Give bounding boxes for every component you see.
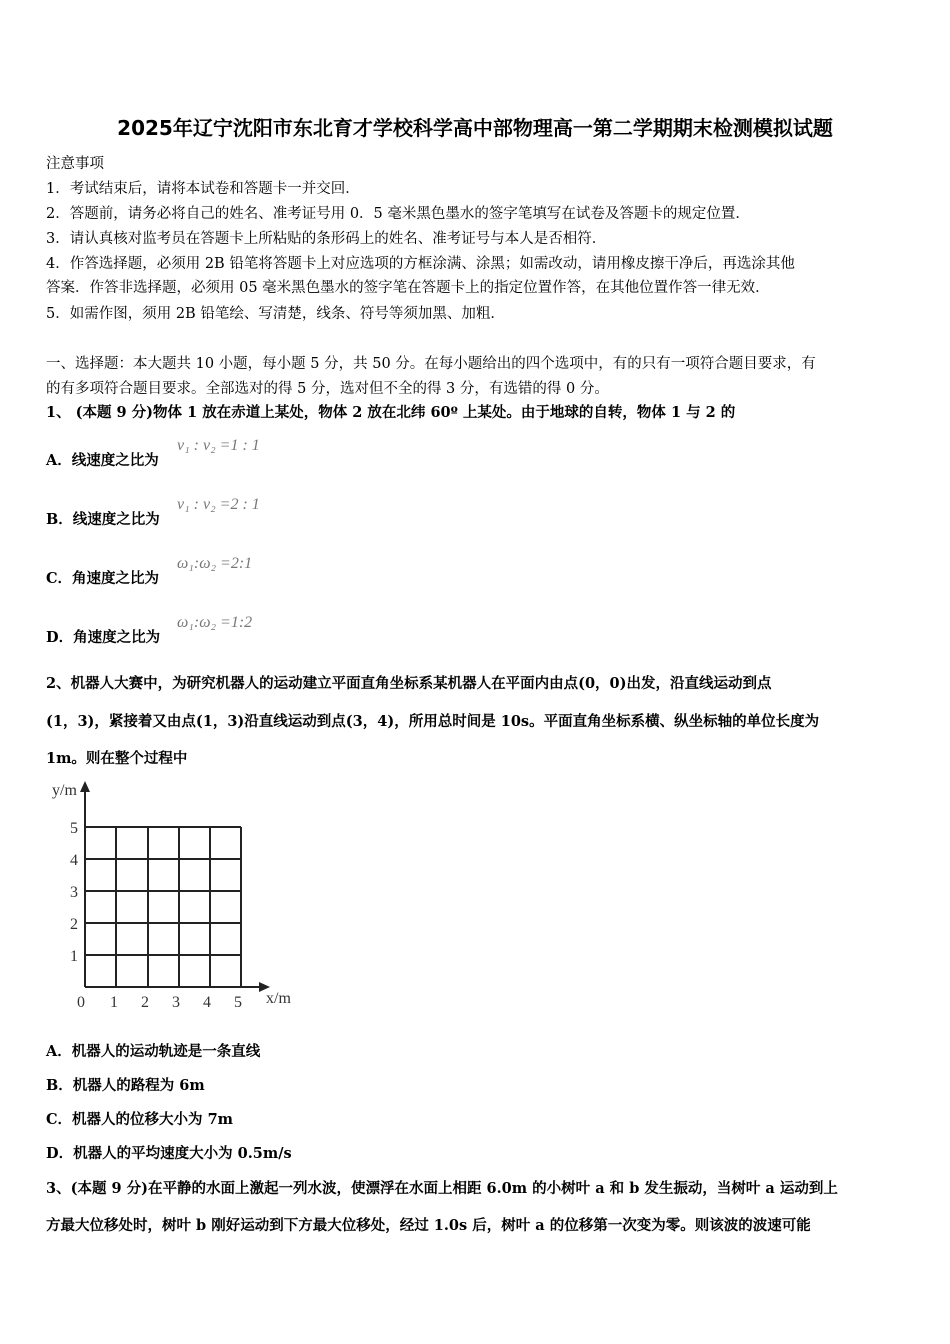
y-axis-label: y/m bbox=[52, 782, 77, 799]
question-2-stem: 2、机器人大赛中，为研究机器人的运动建立平面直角坐标系某机器人在平面内由点(0，0)出发，沿直线运动到点 bbox=[46, 675, 772, 692]
q1-option-a[interactable]: A．线速度之比为 bbox=[46, 452, 159, 469]
q1-option-a-formula: v₁ : v₂ =1 : 1 bbox=[177, 437, 260, 454]
section-instructions: 一、选择题：本大题共 10 小题，每小题 5 分，共 50 分。在每小题给出的四个选项中，有的只有一项符合题目要求，有 bbox=[46, 356, 816, 372]
coordinate-grid-figure bbox=[44, 775, 304, 1015]
notice-item: 2．答题前，请务必将自己的姓名、准考证号用 0．5 毫米黑色墨水的签字笔填写在试卷及答题卡的规定位置． bbox=[46, 206, 750, 222]
q1-option-c[interactable]: C．角速度之比为 bbox=[46, 570, 160, 587]
x-tick-label: 2 bbox=[141, 994, 149, 1011]
axes bbox=[85, 789, 262, 987]
q1-option-d-formula: ω₁:ω₂ =1:2 bbox=[177, 614, 253, 631]
question-3-stem-cont: 方最大位移处时，树叶 b 刚好运动到下方最大位移处，经过 1.0s 后，树叶 a 的位移第一次变为零。则该波的波速可能 bbox=[46, 1217, 811, 1234]
x-tick-label: 5 bbox=[234, 994, 242, 1011]
notice-heading: 注意事项 bbox=[46, 156, 104, 172]
y-tick-label: 4 bbox=[70, 852, 78, 869]
question-2-stem-cont: (1，3)，紧接着又由点(1，3)沿直线运动到点(3，4)，所用总时间是 10s。平面直角坐标系横、纵坐标轴的单位长度为 bbox=[46, 713, 820, 730]
q1-option-b-formula: v₁ : v₂ =2 : 1 bbox=[177, 496, 260, 513]
x-tick-label: 4 bbox=[203, 994, 211, 1011]
q1-option-c-formula: ω₁:ω₂ =2:1 bbox=[177, 555, 253, 572]
q1-option-b[interactable]: B．线速度之比为 bbox=[46, 511, 160, 528]
y-tick-label: 5 bbox=[70, 820, 78, 837]
question-3-stem: 3、(本题 9 分)在平静的水面上激起一列水波，使漂浮在水面上相距 6.0m 的小树叶 a 和 b 发生振动，当树叶 a 运动到上 bbox=[46, 1180, 838, 1197]
q2-option-a[interactable]: A．机器人的运动轨迹是一条直线 bbox=[46, 1043, 261, 1060]
origin-label: 0 bbox=[77, 994, 85, 1011]
q2-option-d[interactable]: D．机器人的平均速度大小为 0.5m/s bbox=[46, 1145, 292, 1162]
y-tick-label: 1 bbox=[70, 948, 78, 965]
q2-option-c[interactable]: C．机器人的位移大小为 7m bbox=[46, 1111, 234, 1128]
notice-item: 答案．作答非选择题，必须用 05 毫米黑色墨水的签字笔在答题卡上的指定位置作答，在其他位置作答一律无效． bbox=[46, 280, 770, 296]
y-tick-label: 2 bbox=[70, 916, 78, 933]
q1-option-d[interactable]: D．角速度之比为 bbox=[46, 629, 161, 646]
page-title: 2025年辽宁沈阳市东北育才学校科学高中部物理高一第二学期期末检测模拟试题 bbox=[117, 116, 833, 140]
q2-option-b[interactable]: B．机器人的路程为 6m bbox=[46, 1077, 205, 1094]
x-tick-label: 1 bbox=[110, 994, 118, 1011]
y-tick-label: 3 bbox=[70, 884, 78, 901]
question-2-stem-cont: 1m。则在整个过程中 bbox=[46, 750, 188, 767]
x-tick-label: 3 bbox=[172, 994, 180, 1011]
grid-lines bbox=[85, 827, 241, 987]
notice-item: 3．请认真核对监考员在答题卡上所粘贴的条形码上的姓名、准考证号与本人是否相符． bbox=[46, 231, 607, 247]
notice-item: 1．考试结束后，请将本试卷和答题卡一并交回． bbox=[46, 181, 360, 197]
notice-item: 4．作答选择题，必须用 2B 铅笔将答题卡上对应选项的方框涂满、涂黑；如需改动，请用橡皮擦干净后，再选涂其他 bbox=[46, 256, 795, 272]
notice-item: 5．如需作图，须用 2B 铅笔绘、写清楚，线条、符号等须加黑、加粗． bbox=[46, 306, 505, 322]
y-axis-arrow-icon bbox=[80, 781, 90, 792]
section-instructions-cont: 的有多项符合题目要求。全部选对的得 5 分，选对但不全的得 3 分，有选错的得 0 分。 bbox=[46, 381, 609, 397]
question-1-stem: 1、 (本题 9 分)物体 1 放在赤道上某处，物体 2 放在北纬 60º 上某处。由于地球的自转，物体 1 与 2 的 bbox=[46, 404, 736, 421]
x-axis-label: x/m bbox=[266, 990, 291, 1007]
